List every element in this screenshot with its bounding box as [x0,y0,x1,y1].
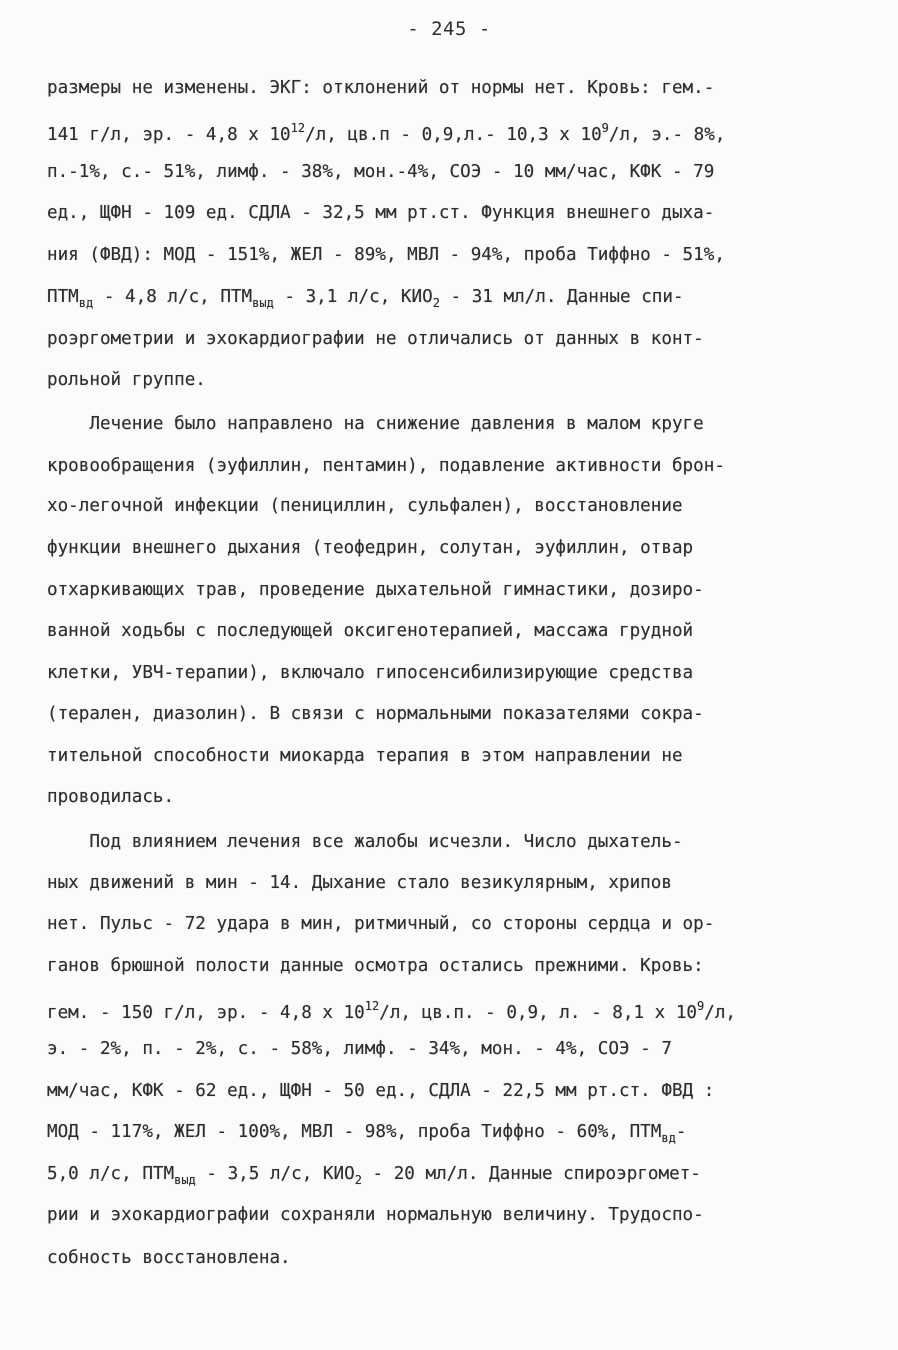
text-line [47,1207,704,1225]
text-segment: п.-1%, с.- 51%, лимф. - 38%, мон.-4%, СОЭ - 10 мм/час, КФК - 79 [47,162,715,182]
text-line [47,372,206,390]
text-line [47,1083,714,1101]
text-line [47,1250,291,1268]
text-line [47,1041,672,1059]
text-line [47,665,693,683]
text-segment: ед., ЩФН - 109 ед. СДЛА - 32,5 мм рт.ст. Функция внешнего дыха- [47,203,715,223]
text-line [47,1166,701,1186]
text-line [47,1000,736,1023]
page-number: - 245 - [407,18,491,40]
text-line [47,623,693,641]
text-segment: рии и эхокардиографии сохраняли нормальную величину. Трудоспо- [47,1205,704,1225]
text-segment: э. - 2%, п. - 2%, с. - 58%, лимф. - 34%, мон. - 4%, СОЭ - 7 [47,1039,672,1059]
text-segment: 5,0 л/с, ПТМ [47,1164,175,1184]
text-segment: тительной способности миокарда терапия в этом направлении не [47,746,683,766]
text-segment: собность восстановлена. [47,1248,291,1268]
text-segment: - 4,8 л/с, ПТМ [93,287,253,307]
text-segment: ПТМ [47,287,79,307]
text-line [47,582,704,600]
text-segment: размеры не изменены. ЭКГ: отклонений от нормы нет. Кровь: гем.- [47,78,715,98]
text-line [47,916,714,934]
text-segment: /л, цв.п - 0,9,л.- 10,3 x 10 [305,125,602,145]
text-segment: ванной ходьбы с последующей оксигенотерапией, массажа грудной [47,621,694,641]
text-segment: 141 г/л, эр. - 4,8 x 10 [47,125,291,145]
subscript: выд [174,1173,196,1187]
text-segment: Под влиянием лечения все жалобы исчезли. Число дыхатель- [47,832,683,852]
text-line [47,789,174,807]
text-line [47,289,684,309]
text-segment: клетки, УВЧ-терапии), включало гипосенсибилизирующие средства [47,663,694,683]
text-line [47,540,693,558]
text-segment: МОД - 117%, ЖЕЛ - 100%, МВЛ - 98%, проба Тиффно - 60%, ПТМ [47,1122,662,1142]
text-segment: /л, цв.п. - 0,9, л. - 8,1 x 10 [379,1003,698,1023]
text-line [47,458,725,476]
text-line [47,834,683,852]
text-segment: Лечение было направлено на снижение давления в малом круге [47,414,704,434]
text-line [47,164,714,182]
text-segment: - 20 мл/л. Данные спироэргомет- [361,1164,701,1184]
text-segment: гем. - 150 г/л, эр. - 4,8 x 10 [47,1003,365,1023]
text-line [47,331,704,349]
text-line [47,416,704,434]
text-segment: функции внешнего дыхания (теофедрин, солутан, эуфиллин, отвар [47,538,694,558]
text-line [47,498,683,516]
text-line [47,748,683,766]
superscript: 12 [364,999,380,1013]
text-segment: - 3,1 л/с, КИО [273,287,433,307]
text-segment: рольной группе. [47,370,206,390]
text-segment: - [675,1122,687,1142]
superscript: 9 [697,999,705,1013]
text-segment: мм/час, КФК - 62 ед., ЩФН - 50 ед., СДЛА - 22,5 мм рт.ст. ФВД : [47,1081,715,1101]
text-segment: - 3,5 л/с, КИО [195,1164,355,1184]
subscript: вд [661,1131,676,1145]
text-segment: /л, э.- 8%, [608,125,726,145]
text-segment: (терален, диазолин). В связи с нормальными показателями сокра- [47,704,704,724]
text-segment: ния (ФВД): МОД - 151%, ЖЕЛ - 89%, МВЛ - 94%, проба Тиффно - 51%, [47,245,725,265]
text-line [47,706,704,724]
text-segment: /л, [704,1003,737,1023]
text-line [47,205,714,223]
superscript: 9 [601,121,609,135]
text-segment: ганов брюшной полости данные осмотра остались прежними. Кровь: [47,956,704,976]
subscript: вд [78,296,94,310]
text-line [47,1124,686,1144]
text-line [47,122,725,145]
text-line [47,958,704,976]
text-segment: - 31 мл/л. Данные спи- [439,287,684,307]
subscript: 2 [432,296,440,310]
text-segment: кровообращения (эуфиллин, пентамин), подавление активности брон- [47,456,725,476]
text-segment: отхаркивающих трав, проведение дыхательной гимнастики, дозиро- [47,580,704,600]
text-segment: проводилась. [47,787,175,807]
subscript: выд [252,296,274,310]
subscript: 2 [354,1173,362,1187]
text-line [47,247,725,265]
text-segment: ных движений в мин - 14. Дыхание стало везикулярным, хрипов [47,873,672,893]
text-segment: нет. Пульс - 72 удара в мин, ритмичный, со стороны сердца и ор- [47,914,715,934]
text-segment: хо-легочной инфекции (пенициллин, сульфален), восстановление [47,496,683,516]
text-line [47,875,672,893]
text-segment: роэргометрии и эхокардиографии не отличались от данных в конт- [47,329,704,349]
superscript: 12 [290,121,306,135]
text-line [47,80,714,98]
